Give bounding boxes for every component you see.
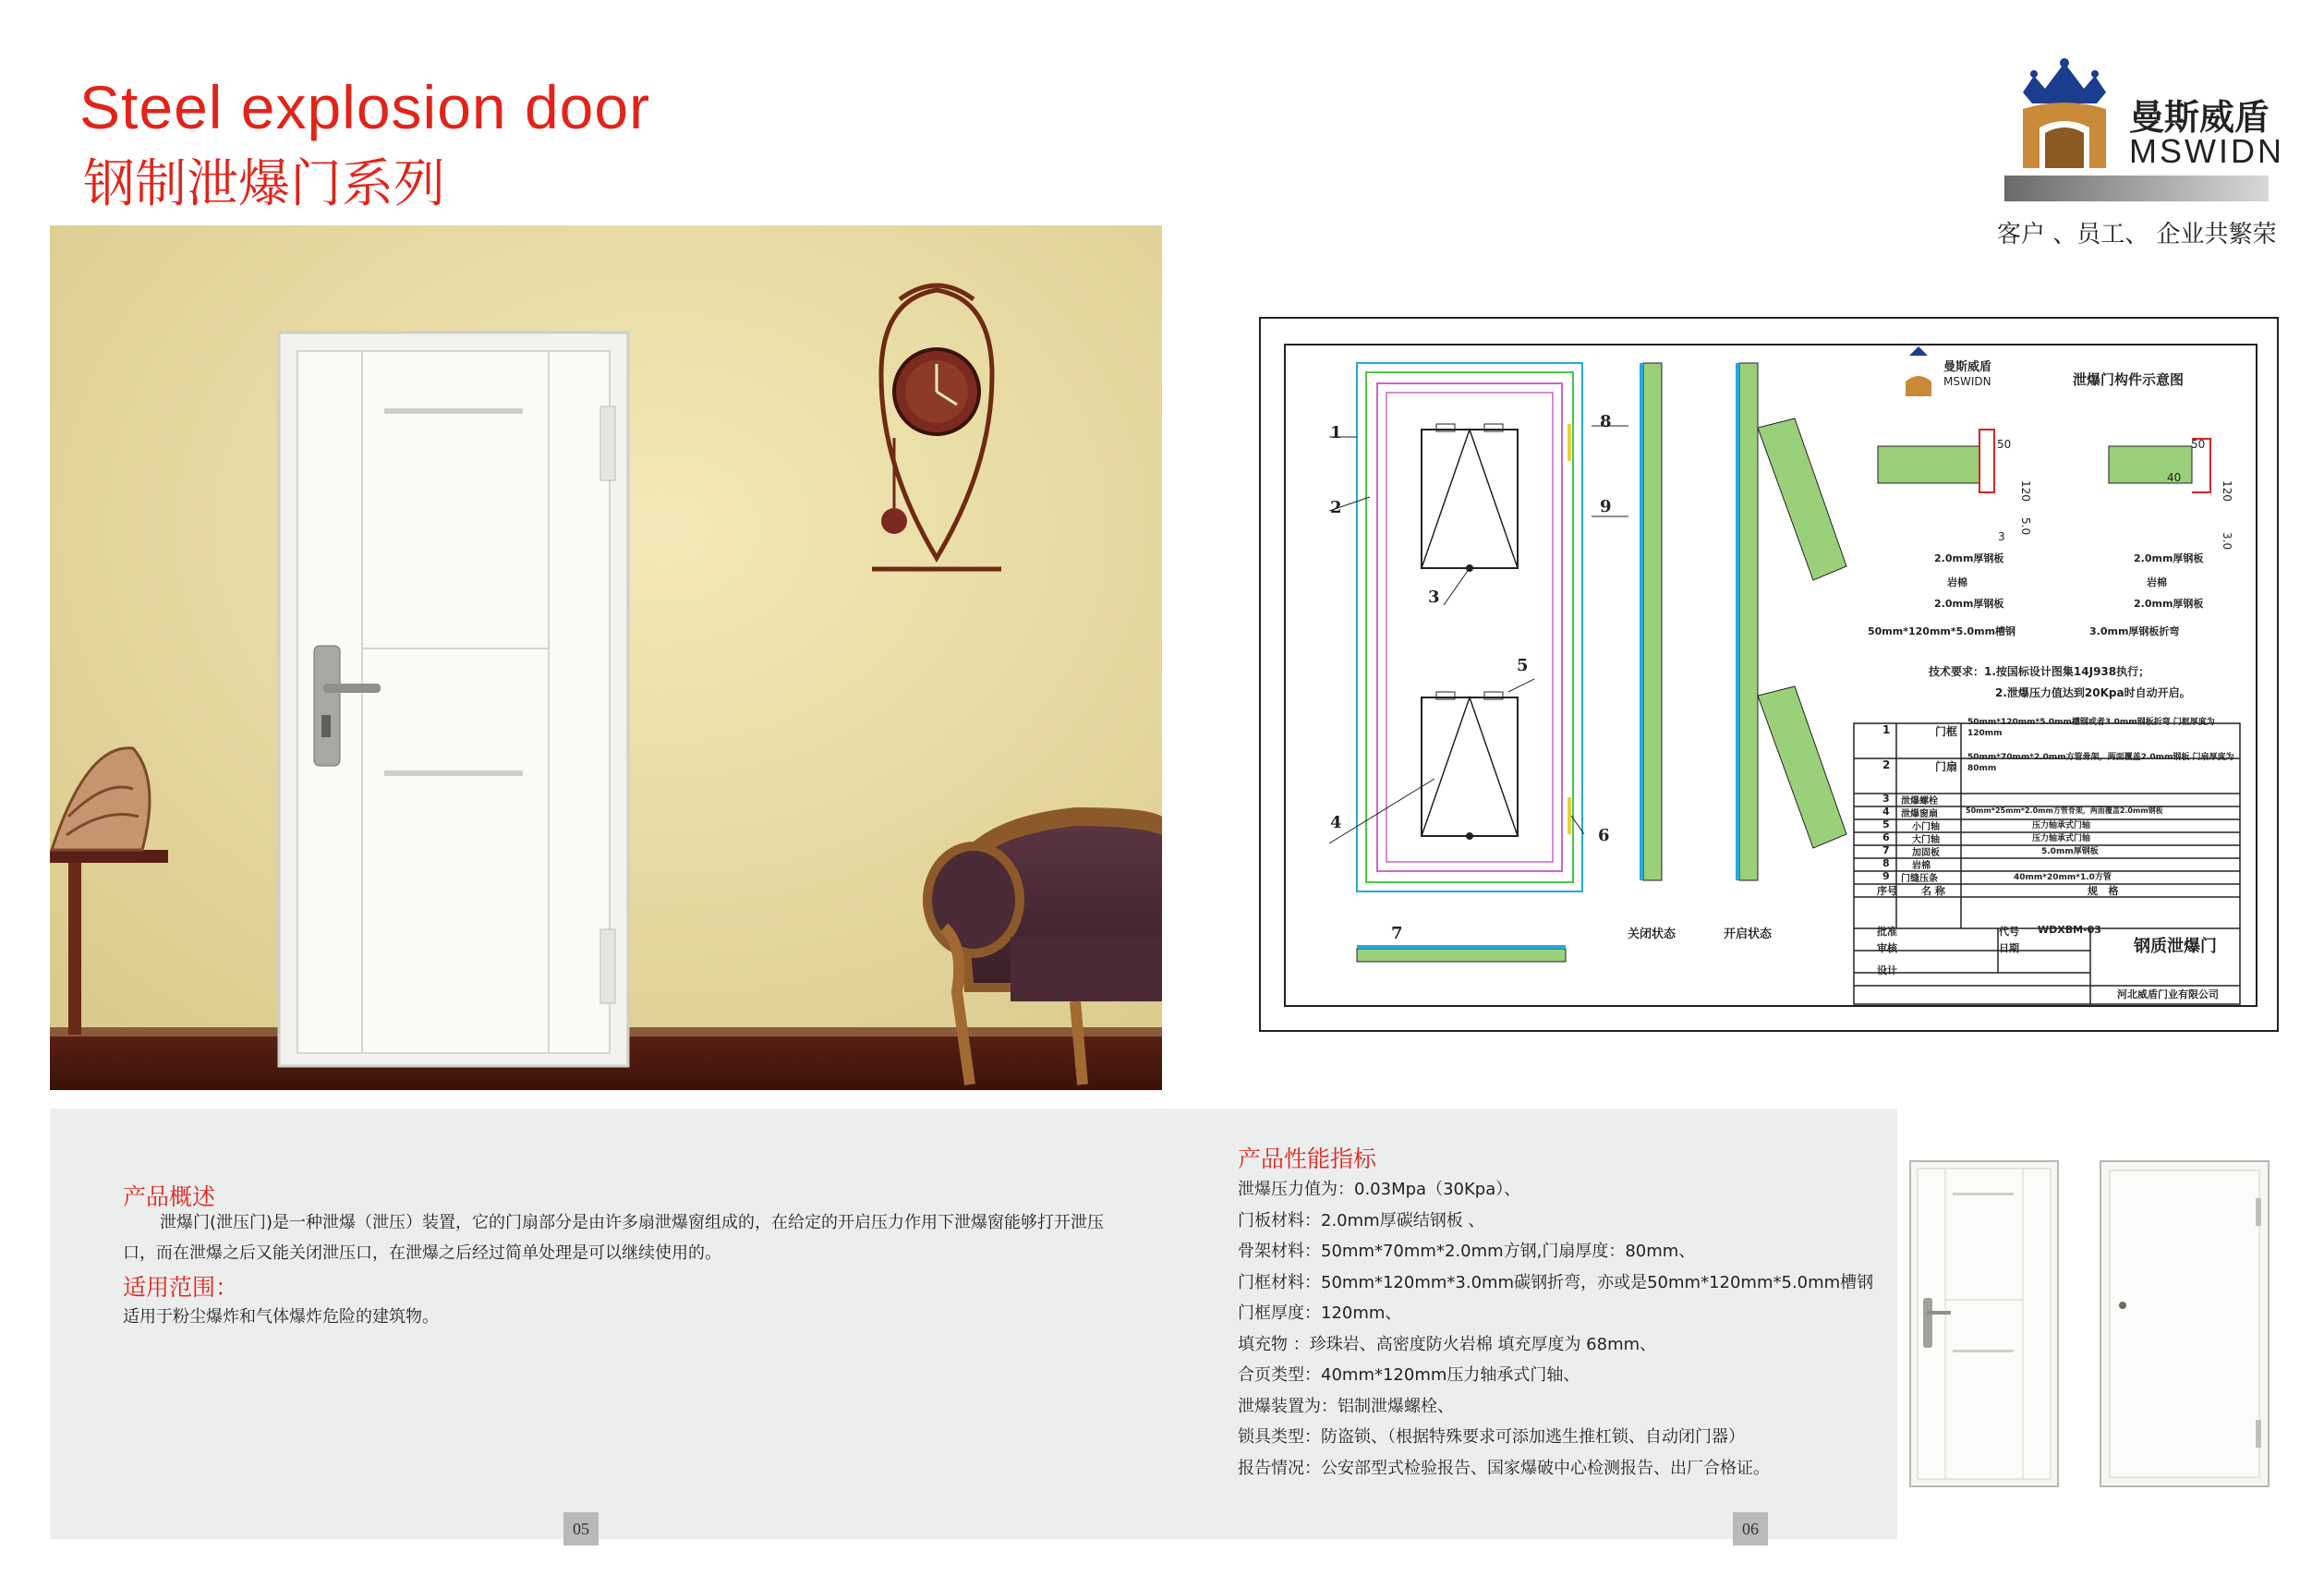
tb-design: 设计 — [1877, 964, 1897, 976]
sec1-label-2: 岩棉 — [1947, 576, 1967, 588]
dim-50-a: 50 — [1997, 438, 2012, 451]
spec-item: 锁具类型：防盗锁、（根据特殊要求可添加逃生推杠锁、自动闭门器） — [1238, 1427, 1745, 1447]
sec2-label-1: 2.0mm厚钢板 — [2134, 552, 2204, 564]
sec2-label-2: 岩棉 — [2147, 576, 2167, 588]
state-closed-label: 关闭状态 — [1628, 927, 1676, 941]
bom-name-3: 泄爆螺栓 — [1901, 796, 1938, 806]
spec-item: 门框材料：50mm*120mm*3.0mm碳钢折弯，亦或是50mm*120mm*5.0mm槽钢 — [1238, 1272, 1874, 1292]
dim-3-b: 3.0 — [2221, 532, 2233, 551]
callout-7: 7 — [1391, 924, 1403, 943]
dim-3-a: 3 — [1998, 530, 2005, 543]
bom-no-3: 3 — [1882, 793, 1890, 805]
dim-120-b: 120 — [2221, 480, 2233, 502]
bom-name-7: 加固板 — [1912, 848, 1940, 858]
drawing-title: 泄爆门构件示意图 — [2073, 371, 2185, 388]
product-room-photo — [50, 225, 1162, 1090]
dim-40-b: 40 — [2167, 471, 2182, 484]
page-number-right: 06 — [1733, 1512, 1768, 1546]
bom-no-2: 2 — [1882, 758, 1891, 771]
sec1-label-1: 2.0mm厚钢板 — [1934, 552, 2004, 564]
tb-product: 钢质泄爆门 — [2134, 937, 2217, 956]
spec-item: 合页类型：40mm*120mm压力轴承式门轴、 — [1238, 1365, 1580, 1385]
drawing-logo-en: MSWIDN — [1943, 375, 1991, 388]
bom-spec-4: 50mm*25mm*2.0mm方管骨架，两面覆盖2.0mm钢板 — [1966, 806, 2163, 815]
tb-code: WDXBM-03 — [2038, 924, 2101, 936]
door-thumbnails — [1905, 1152, 2274, 1496]
brand-logo-icon — [2004, 55, 2124, 176]
bom-spec-6: 压力轴承式门轴 — [2032, 834, 2091, 843]
scope-heading: 适用范围： — [123, 1274, 239, 1301]
bom-name-2: 门扇 — [1935, 760, 1958, 773]
bom-header-spec: 规 格 — [2088, 885, 2119, 897]
tech-requirement-2: 2.泄爆压力值达到20Kpa时自动开启。 — [1995, 686, 2191, 699]
sec2-label-3: 2.0mm厚钢板 — [2134, 598, 2204, 610]
spec-item: 门板材料：2.0mm厚碳结钢板 、 — [1238, 1210, 1485, 1230]
bom-name-4: 泄爆窗扇 — [1901, 809, 1938, 819]
sec1-label-3: 2.0mm厚钢板 — [1934, 598, 2004, 610]
spec-item: 泄爆压力值为：0.03Mpa（30Kpa）、 — [1238, 1180, 1521, 1199]
bom-no-6: 6 — [1882, 831, 1890, 843]
callout-4: 4 — [1330, 813, 1342, 832]
callout-3: 3 — [1428, 588, 1440, 607]
bom-name-8: 岩棉 — [1912, 861, 1931, 871]
spec-item: 门框厚度：120mm、 — [1238, 1303, 1402, 1323]
bom-spec-2: 50mm*70mm*2.0mm方管骨架，两面覆盖2.0mm钢板 门扇厚度为80mm — [1967, 753, 2234, 773]
bom-header-name: 名 称 — [1921, 885, 1945, 897]
callout-2: 2 — [1330, 498, 1342, 517]
dim-5-a: 5.0 — [2019, 517, 2032, 536]
tb-company: 河北威盾门业有限公司 — [2117, 988, 2219, 1000]
sec1-caption: 50mm*120mm*5.0mm槽钢 — [1868, 625, 2016, 637]
page-title-en: Steel explosion door — [79, 73, 651, 141]
state-open-label: 开启状态 — [1724, 927, 1773, 941]
bom-name-1: 门框 — [1935, 725, 1958, 738]
callout-1: 1 — [1330, 423, 1342, 442]
brand-name-zh: 曼斯威盾 — [2129, 97, 2270, 138]
tech-requirement-1: 技术要求：1.按国标设计图集14J938执行； — [1929, 665, 2150, 678]
bom-no-7: 7 — [1882, 844, 1890, 856]
drawing-logo-zh: 曼斯威盾 — [1943, 360, 1992, 374]
callout-9: 9 — [1600, 497, 1612, 516]
dim-120-a: 120 — [2019, 480, 2032, 502]
tb-date-label: 日期 — [1999, 942, 2019, 954]
overview-text: 泄爆门(泄压门)是一种泄爆（泄压）装置，它的门扇部分是由许多扇泄爆窗组成的，在给定的开启压力作用下泄爆窗能够打开泄压口，而在泄爆之后又能关闭泄压口，在泄爆之后经过简单处理是可以继续使用的。 — [123, 1213, 1105, 1263]
bom-no-9: 9 — [1882, 870, 1890, 882]
brand-slogan: 客户 、员工、 企业共繁荣 — [1997, 221, 2277, 249]
callout-6: 6 — [1598, 826, 1610, 845]
page-number-left: 05 — [563, 1512, 599, 1546]
sec2-caption: 3.0mm厚钢板折弯 — [2089, 625, 2180, 637]
bom-spec-7: 5.0mm厚钢板 — [2041, 847, 2099, 856]
brand-underline — [2004, 176, 2269, 201]
bom-no-8: 8 — [1882, 857, 1890, 869]
bom-header-no: 序号 — [1877, 885, 1897, 897]
dim-50-b: 50 — [2191, 438, 2206, 451]
bom-name-9: 门缝压条 — [1901, 874, 1938, 884]
bom-name-5: 小门轴 — [1912, 822, 1940, 832]
page-title-zh: 钢制泄爆门系列 — [83, 154, 445, 214]
bom-no-4: 4 — [1882, 806, 1890, 818]
tb-approve: 批准 — [1877, 926, 1897, 938]
specs-list — [1238, 1174, 1873, 1484]
spec-item: 报告情况：公安部型式检验报告、国家爆破中心检测报告、出厂合格证。 — [1238, 1458, 1770, 1478]
bom-name-6: 大门轴 — [1912, 835, 1940, 845]
bom-spec-5: 压力轴承式门轴 — [2032, 821, 2091, 830]
brand-name-en: MSWIDN — [2129, 132, 2284, 170]
bom-spec-9: 40mm*20mm*1.0方管 — [2014, 873, 2112, 882]
callout-5: 5 — [1517, 656, 1529, 675]
callout-8: 8 — [1600, 412, 1612, 431]
spec-item: 泄爆装置为：铝制泄爆螺栓、 — [1238, 1396, 1454, 1416]
tb-review: 审核 — [1877, 942, 1897, 954]
bom-no-1: 1 — [1882, 723, 1891, 736]
bom-spec-1: 50mm*120mm*5.0mm槽钢或者3.0mm钢板折弯 门框厚度为120mm — [1967, 718, 2215, 738]
bom-no-5: 5 — [1882, 818, 1890, 830]
tb-code-label: 代号 — [1999, 926, 2019, 938]
specs-heading: 产品性能指标 — [1238, 1146, 1377, 1172]
spec-item: 填充物 ：珍珠岩、高密度防火岩棉 填充厚度为 68mm、 — [1238, 1334, 1657, 1354]
spec-item: 骨架材料：50mm*70mm*2.0mm方钢,门扇厚度：80mm、 — [1238, 1242, 1696, 1261]
overview-heading: 产品概述 — [123, 1183, 216, 1210]
scope-text: 适用于粉尘爆炸和气体爆炸危险的建筑物。 — [123, 1307, 439, 1327]
